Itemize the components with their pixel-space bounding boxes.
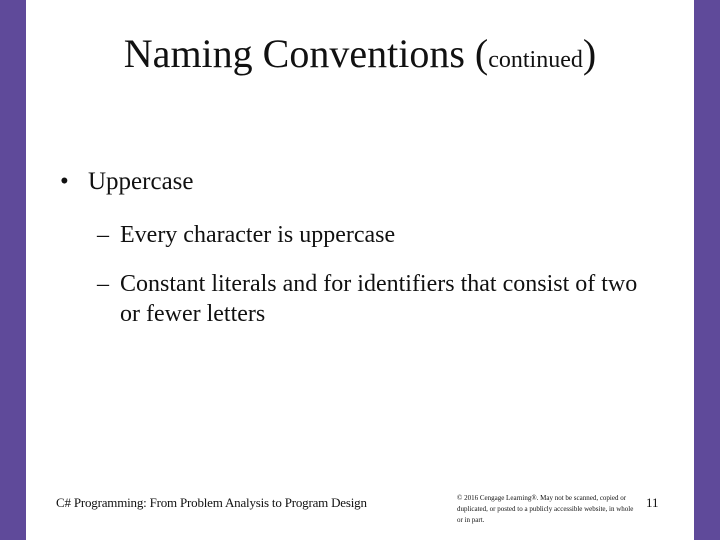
- dash-icon: –: [97, 222, 109, 248]
- title-close-paren: ): [582, 31, 597, 76]
- footer-course-title: C# Programming: From Problem Analysis to Program Design: [56, 495, 367, 510]
- left-side-bar: [0, 0, 26, 540]
- bullet-text: Uppercase: [88, 168, 194, 195]
- footer-copyright: © 2016 Cengage Learning®. May not be scanned, copied or duplicated, or posted to a publicly accessible website, in whole or in part.: [457, 494, 634, 524]
- title-continued: continued: [488, 47, 583, 73]
- sub-item-text: Constant literals and for identifiers that consist of two or fewer letters: [120, 271, 638, 327]
- page-number: 11: [646, 495, 659, 510]
- sub-item-constant-literals: [97, 269, 640, 329]
- sub-item-every-character: [97, 220, 640, 250]
- dash-icon: –: [97, 271, 109, 297]
- right-side-bar: [694, 0, 720, 540]
- bullet-icon: •: [60, 168, 69, 195]
- slide-title: [26, 28, 694, 86]
- title-main: Naming Conventions (: [123, 31, 489, 76]
- bullet-item-uppercase: [60, 166, 194, 198]
- sub-item-text: Every character is uppercase: [120, 222, 396, 248]
